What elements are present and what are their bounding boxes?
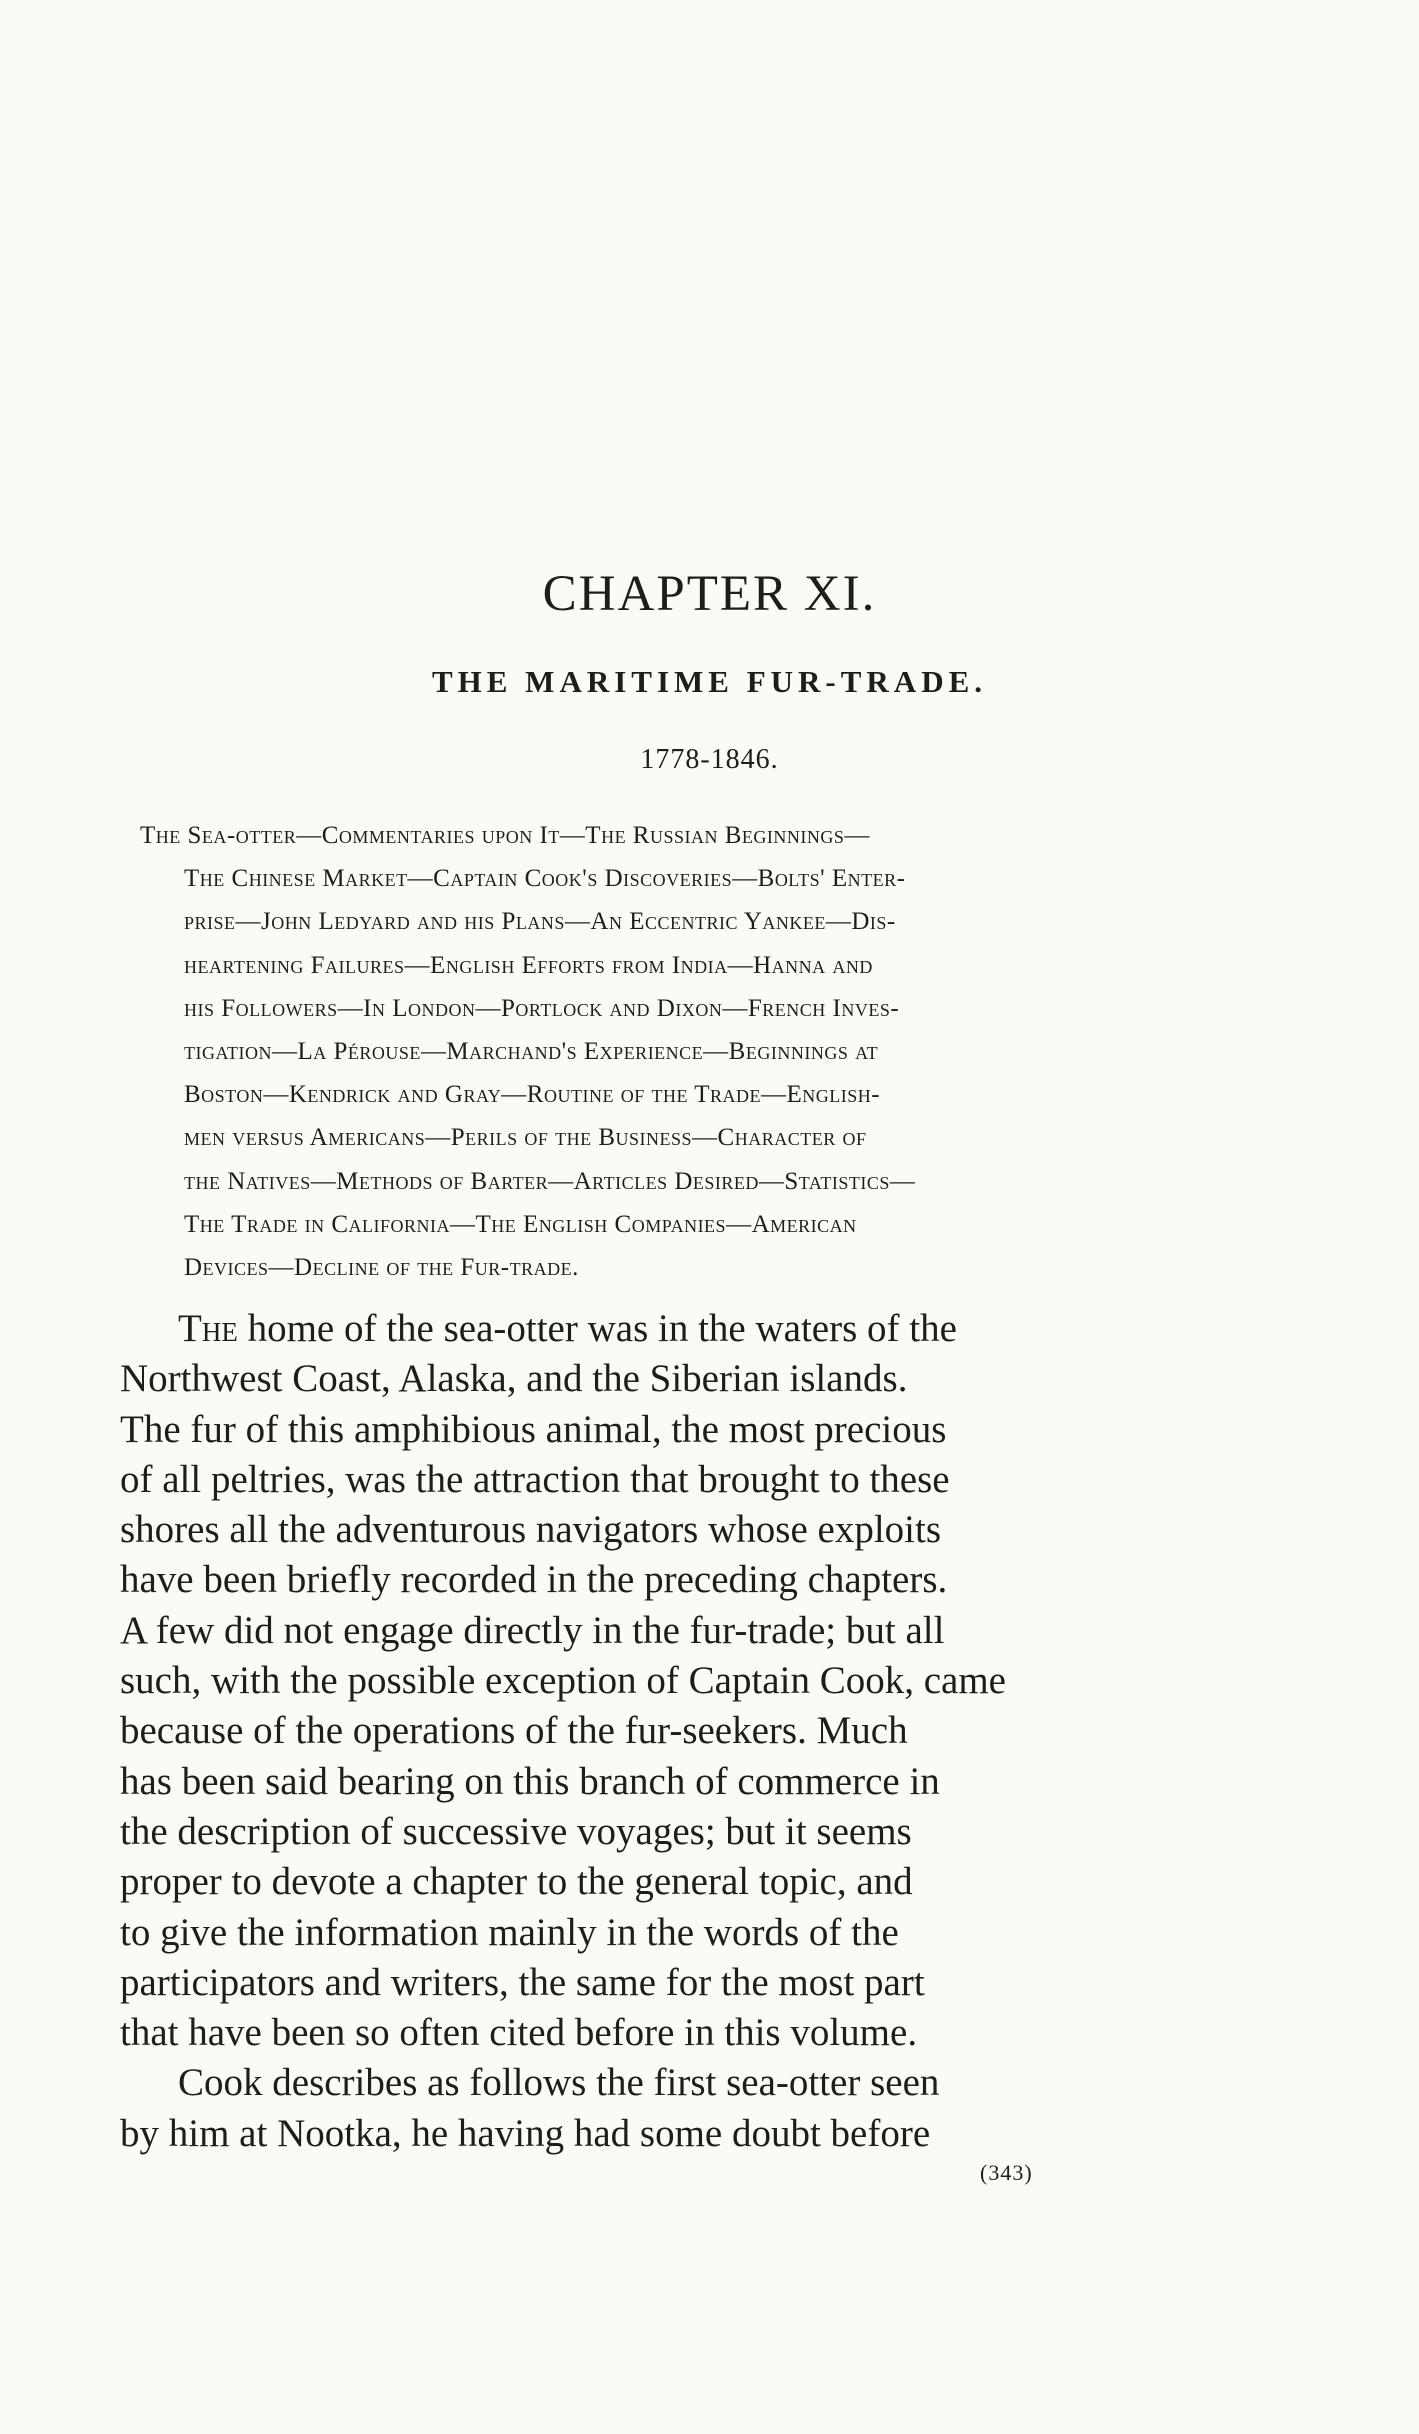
body-line: Cook describes as follows the first sea-otter seen bbox=[178, 2061, 940, 2105]
body-paragraphs bbox=[120, 1304, 1250, 2159]
synopsis-line: his Followers—In London—Portlock and Dixon—French Inves- bbox=[184, 994, 900, 1022]
chapter-synopsis bbox=[140, 814, 1255, 1289]
page-number: (343) bbox=[980, 2160, 1033, 2185]
synopsis-line: heartening Failures—English Efforts from India—Hanna and bbox=[184, 951, 873, 979]
body-line: that have been so often cited before in this volume. bbox=[120, 2011, 918, 2055]
synopsis-line: The Trade in California—The English Companies—American bbox=[184, 1210, 857, 1238]
body-line-text: home of the sea-otter was in the waters of the bbox=[237, 1307, 957, 1350]
body-line: Northwest Coast, Alaska, and the Siberian islands. bbox=[120, 1357, 908, 1401]
synopsis-line: The Sea-otter—Commentaries upon It—The Russian Beginnings— bbox=[140, 822, 870, 849]
body-line: by him at Nootka, he having had some doubt before bbox=[120, 2111, 931, 2155]
synopsis-line: prise—John Ledyard and his Plans—An Eccentric Yankee—Dis- bbox=[184, 908, 896, 936]
body-line: shores all the adventurous navigators whose exploits bbox=[120, 1508, 941, 1552]
lead-word: The bbox=[178, 1307, 238, 1350]
body-line: The fur of this amphibious animal, the most precious bbox=[120, 1407, 947, 1451]
body-line: because of the operations of the fur-seekers. Much bbox=[120, 1709, 908, 1753]
body-line: of all peltries, was the attraction that brought to these bbox=[120, 1457, 950, 1501]
synopsis-line: Devices—Decline of the Fur-trade. bbox=[184, 1254, 579, 1282]
synopsis-line: men versus Americans—Perils of the Business—Character of bbox=[184, 1124, 867, 1152]
body-line: have been briefly recorded in the preceding chapters. bbox=[120, 1558, 948, 1602]
synopsis-line: Boston—Kendrick and Gray—Routine of the Trade—English- bbox=[184, 1081, 881, 1109]
body-line: the description of successive voyages; but it seems bbox=[120, 1809, 912, 1853]
synopsis-line: The Chinese Market—Captain Cook's Discoveries—Bolts' Enter- bbox=[184, 865, 906, 893]
body-line: has been said bearing on this branch of commerce in bbox=[120, 1759, 940, 1803]
chapter-subtitle: THE MARITIME FUR-TRADE. bbox=[431, 664, 988, 699]
synopsis-line: tigation—La Pérouse—Marchand's Experience—Beginnings at bbox=[184, 1038, 879, 1066]
synopsis-line: the Natives—Methods of Barter—Articles Desired—Statistics— bbox=[184, 1167, 916, 1195]
body-line: such, with the possible exception of Captain Cook, came bbox=[120, 1659, 1006, 1703]
body-line: to give the information mainly in the words of the bbox=[120, 1910, 899, 1954]
body-line bbox=[120, 1304, 1250, 1354]
chapter-title: CHAPTER XI. bbox=[542, 566, 877, 622]
body-line: proper to devote a chapter to the general topic, and bbox=[120, 1860, 913, 1904]
body-line: A few did not engage directly in the fur-trade; but all bbox=[120, 1608, 945, 1652]
body-line: participators and writers, the same for the most part bbox=[120, 1960, 925, 2004]
chapter-dates: 1778-1846. bbox=[640, 744, 779, 775]
